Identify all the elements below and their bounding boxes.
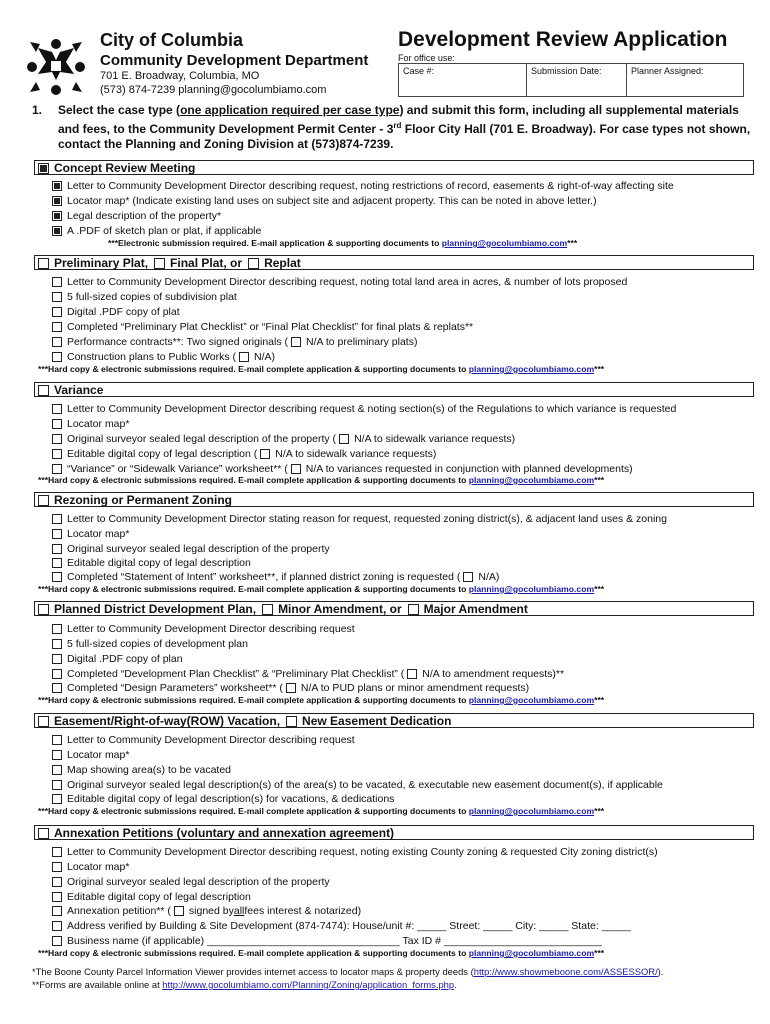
footnote-forms: **Forms are available online at http://www.gocolumbiamo.com/Planning/Zoning/application_forms.php.	[32, 979, 457, 990]
list-item: Original surveyor sealed legal description of the property ( N/A to sidewalk variance requests)	[52, 433, 515, 445]
checkbox[interactable]	[52, 892, 62, 902]
submission-note: ***Hard copy & electronic submissions required. E-mail complete application & supporting documents to planning@gocolumbiamo.com***	[38, 475, 605, 485]
checkbox-na[interactable]	[291, 337, 301, 347]
list-item: Letter to Community Development Director describing request & noting section(s) of the Regulations to which variance is requested	[52, 403, 676, 415]
list-item: 5 full-sized copies of development plan	[52, 638, 248, 650]
checkbox[interactable]	[52, 211, 62, 221]
checkbox[interactable]	[52, 921, 62, 931]
list-item: Digital .PDF copy of plat	[52, 306, 180, 318]
list-item: Letter to Community Development Director describing request	[52, 623, 355, 635]
checkbox[interactable]	[52, 683, 62, 693]
checkbox[interactable]	[52, 654, 62, 664]
checkbox[interactable]	[52, 558, 62, 568]
step-number: 1.	[32, 103, 43, 117]
checkbox[interactable]	[52, 514, 62, 524]
section-header-rezoning: Rezoning or Permanent Zoning	[38, 493, 232, 507]
checkbox-rezoning[interactable]	[38, 495, 49, 506]
checkbox[interactable]	[52, 449, 62, 459]
office-use-table	[398, 63, 744, 97]
checkbox[interactable]	[52, 337, 62, 347]
department-name: Community Development Department	[100, 52, 369, 69]
checkbox[interactable]	[52, 906, 62, 916]
department-contact: (573) 874-7239 planning@gocolumbiamo.com	[100, 84, 327, 96]
list-item: Editable digital copy of legal description ( N/A to sidewalk variance requests)	[52, 448, 436, 460]
list-item: Locator map* (Indicate existing land uses on subject site and adjacent property. This can be noted in above letter.)	[52, 195, 597, 207]
email-link[interactable]: planning@gocolumbiamo.com	[468, 364, 595, 374]
checkbox-major-amendment[interactable]	[408, 604, 419, 615]
list-item: Editable digital copy of legal description	[52, 891, 251, 903]
checkbox-new-easement[interactable]	[286, 716, 297, 727]
checkbox-planned-district[interactable]	[38, 604, 49, 615]
email-link[interactable]: planning@gocolumbiamo.com	[441, 238, 568, 248]
section-header-plat: Preliminary Plat, Final Plat, or Replat	[38, 256, 301, 270]
checkbox-replat[interactable]	[248, 258, 259, 269]
list-item: Editable digital copy of legal description	[52, 557, 251, 569]
email-link[interactable]: planning@gocolumbiamo.com	[468, 475, 595, 485]
checkbox-na[interactable]	[286, 683, 296, 693]
checkbox[interactable]	[52, 669, 62, 679]
list-item: Performance contracts**: Two signed originals ( N/A to preliminary plats)	[52, 336, 417, 348]
list-item: Completed “Statement of Intent” worksheet**, if planned district zoning is requested ( N/A)	[52, 571, 499, 583]
section-box-variance	[34, 382, 754, 397]
checkbox[interactable]	[52, 307, 62, 317]
checkbox-na[interactable]	[260, 449, 270, 459]
checkbox-annexation[interactable]	[38, 828, 49, 839]
checkbox[interactable]	[52, 544, 62, 554]
list-item: Locator map*	[52, 861, 129, 873]
list-item: Address verified by Building & Site Development (874-7474): House/unit #: _____ Street: _____ City: _____ State: _____	[52, 920, 631, 932]
checkbox-final-plat[interactable]	[154, 258, 165, 269]
underlined-instruction: one application required per case type	[180, 103, 400, 117]
submission-note: ***Hard copy & electronic submissions required. E-mail complete application & supporting documents to planning@gocolumbiamo.com***	[38, 806, 605, 816]
checkbox-signed[interactable]	[174, 906, 184, 916]
section-header-easement: Easement/Right-of-way(ROW) Vacation, New Easement Dedication	[38, 714, 451, 728]
list-item: Original surveyor sealed legal description(s) of the area(s) to be vacated, & executable new easement document(s), if applicable	[52, 779, 663, 791]
email-link[interactable]: planning@gocolumbiamo.com	[468, 948, 595, 958]
checkbox-concept-review[interactable]	[38, 163, 49, 174]
list-item: Digital .PDF copy of plan	[52, 653, 183, 665]
list-item: Locator map*	[52, 528, 129, 540]
list-item: Locator map*	[52, 749, 129, 761]
submission-note: ***Electronic submission required. E-mail application & supporting documents to planning@gocolumbiamo.com***	[108, 238, 578, 248]
submission-note: ***Hard copy & electronic submissions required. E-mail complete application & supporting documents to planning@gocolumbiamo.com***	[38, 364, 605, 374]
list-item: 5 full-sized copies of subdivision plat	[52, 291, 237, 303]
checkbox-na[interactable]	[291, 464, 301, 474]
list-item: Map showing area(s) to be vacated	[52, 764, 231, 776]
checkbox[interactable]	[52, 735, 62, 745]
checkbox[interactable]	[52, 572, 62, 582]
list-item: Letter to Community Development Director describing request, noting restrictions of record, easements & right-of-way affecting site	[52, 180, 674, 192]
email-link[interactable]: planning@gocolumbiamo.com	[468, 806, 595, 816]
checkbox-na[interactable]	[239, 352, 249, 362]
instructions: 1. Select the case type (one application required per case type) and submit this form, including all supplemental materials and fees, to the Community Development Permit Center - 3rd Floor City Hall (701 E. Broadway). For case types not shown, contact the Planning and Zoning Division at (573)874-7239.	[32, 103, 751, 151]
checkbox-minor-amendment[interactable]	[262, 604, 273, 615]
list-item: Completed “Development Plan Checklist” & “Preliminary Plat Checklist” ( N/A to amendment requests)**	[52, 668, 564, 680]
checkbox[interactable]	[52, 352, 62, 362]
checkbox[interactable]	[52, 181, 62, 191]
list-item: Completed “Preliminary Plat Checklist” or “Final Plat Checklist” for final plats & replats**	[52, 321, 473, 333]
checkbox[interactable]	[52, 780, 62, 790]
checkbox[interactable]	[52, 936, 62, 946]
checkbox[interactable]	[52, 292, 62, 302]
section-header-concept: Concept Review Meeting	[38, 161, 195, 175]
checkbox-na[interactable]	[339, 434, 349, 444]
checkbox[interactable]	[52, 794, 62, 804]
list-item: Original surveyor sealed legal description of the property	[52, 876, 330, 888]
checkbox[interactable]	[52, 750, 62, 760]
list-item: Business name (if applicable) _________________________________ Tax ID # ___________________________	[52, 935, 602, 947]
checkbox[interactable]	[52, 404, 62, 414]
email-link[interactable]: planning@gocolumbiamo.com	[468, 584, 595, 594]
checkbox[interactable]	[52, 277, 62, 287]
case-number-field[interactable]: Case #:	[399, 64, 527, 96]
checkbox[interactable]	[52, 464, 62, 474]
checkbox[interactable]	[52, 639, 62, 649]
checkbox[interactable]	[52, 624, 62, 634]
checkbox[interactable]	[52, 529, 62, 539]
list-item: A .PDF of sketch plan or plat, if applicable	[52, 225, 261, 237]
department-address: 701 E. Broadway, Columbia, MO	[100, 70, 260, 82]
list-item: Annexation petition** ( signed by all fees interest & notarized)	[52, 905, 361, 917]
checkbox[interactable]	[52, 847, 62, 857]
section-header-planned: Planned District Development Plan, Minor Amendment, or Major Amendment	[38, 602, 528, 616]
list-item: “Variance” or “Sidewalk Variance” worksheet** ( N/A to variances requested in conjunction with planned developments)	[52, 463, 633, 475]
list-item: Letter to Community Development Director describing request, noting existing County zoning & requested City zoning district(s)	[52, 846, 658, 858]
checkbox-preliminary-plat[interactable]	[38, 258, 49, 269]
checkbox[interactable]	[52, 877, 62, 887]
assessor-link[interactable]: http://www.showmeboone.com/ASSESSOR/	[473, 966, 658, 977]
checkbox[interactable]	[52, 434, 62, 444]
city-name: City of Columbia	[100, 30, 243, 50]
list-item: Completed “Design Parameters” worksheet** ( N/A to PUD plans or minor amendment requests)	[52, 682, 529, 694]
checkbox[interactable]	[52, 322, 62, 332]
section-header-variance: Variance	[38, 383, 103, 397]
submission-note: ***Hard copy & electronic submissions required. E-mail complete application & supporting documents to planning@gocolumbiamo.com***	[38, 695, 605, 705]
checkbox-na[interactable]	[407, 669, 417, 679]
checkbox[interactable]	[52, 862, 62, 872]
form-title: Development Review Application	[398, 28, 728, 51]
list-item: Editable digital copy of legal description(s) for vacations, & dedications	[52, 793, 394, 805]
planner-assigned-field[interactable]: Planner Assigned:	[631, 66, 704, 76]
city-logo	[26, 38, 86, 96]
list-item: Letter to Community Development Director describing request	[52, 734, 355, 746]
list-item: Original surveyor sealed legal description of the property	[52, 543, 330, 555]
checkbox-variance[interactable]	[38, 385, 49, 396]
email-link[interactable]: planning@gocolumbiamo.com	[468, 695, 595, 705]
checkbox-na[interactable]	[463, 572, 473, 582]
list-item: Letter to Community Development Director stating reason for request, requested zoning district(s), & adjacent land uses & zoning	[52, 513, 667, 525]
checkbox[interactable]	[52, 196, 62, 206]
submission-note: ***Hard copy & electronic submissions required. E-mail complete application & supporting documents to planning@gocolumbiamo.com***	[38, 584, 605, 594]
office-use-label: For office use:	[398, 53, 455, 63]
checkbox-easement-vacation[interactable]	[38, 716, 49, 727]
checkbox[interactable]	[52, 419, 62, 429]
submission-date-field[interactable]: Submission Date:	[527, 64, 627, 96]
checkbox[interactable]	[52, 226, 62, 236]
list-item: Letter to Community Development Director describing request, noting total land area in acres, & number of lots proposed	[52, 276, 627, 288]
list-item: Locator map*	[52, 418, 129, 430]
checkbox[interactable]	[52, 765, 62, 775]
footnote-parcel-viewer: *The Boone County Parcel Information Viewer provides internet access to locator maps & property deeds (http://www.showmeboone.com/ASSESSOR/).	[32, 966, 664, 977]
forms-link[interactable]: http://www.gocolumbiamo.com/Planning/Zoning/application_forms.php	[162, 979, 455, 990]
section-header-annexation: Annexation Petitions (voluntary and annexation agreement)	[38, 826, 394, 840]
submission-note: ***Hard copy & electronic submissions required. E-mail complete application & supporting documents to planning@gocolumbiamo.com***	[38, 948, 605, 958]
list-item: Legal description of the property*	[52, 210, 221, 222]
list-item: Construction plans to Public Works ( N/A)	[52, 351, 275, 363]
